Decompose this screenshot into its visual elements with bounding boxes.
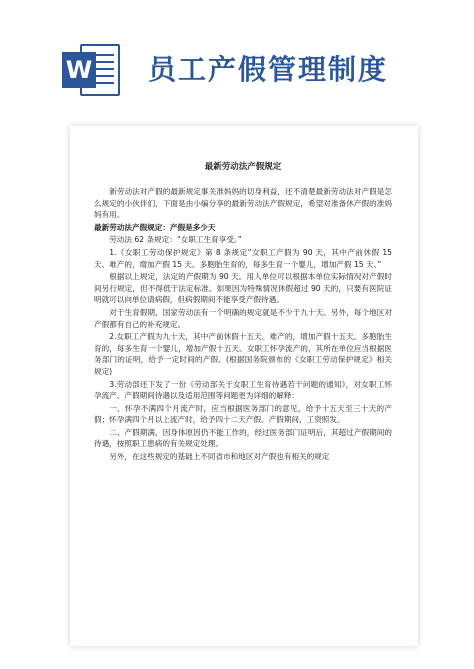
paragraph: 3.劳动部还下发了一份《劳动部关于女职工生育待遇若干问题的通知》，对女职工怀孕流产、产假期间待遇以及适用范围等问题更为详细的解释：	[94, 379, 392, 401]
paragraph: 二、产假期满，因身体原因仍不能工作的，经过医务部门证明后，其超过产假期间的待遇，按照职工患病的有关规定处理。	[94, 427, 392, 449]
document-title: 最新劳动法产假规定	[204, 162, 282, 172]
paragraph: 新劳动法对产假的最新规定事关准妈妈的切身利益，还不清楚最新劳动法对产假是怎么规定的小伙伴们，下面是由小编分享的最新劳动法产假规定，希望对准备休产假的准妈妈有用。	[94, 187, 392, 220]
paragraph: 对于生育假期，国家劳动法有一个明确的规定就是不少于九十天。另外，每个地区对产假都有自己的补充规定。	[94, 307, 392, 329]
paragraph: 1.《女职工劳动保护规定》第 8 条规定“女职工产假为 90 天，其中产前休假 15 天。难产的，增加产假 15 天。多胞胎生育的，每多生育一个婴儿，增加产假 15 天。”	[94, 247, 392, 269]
paragraph: 2.女职工产假为九十天，其中产前休假十五天。难产的，增加产假十五天。多胞胎生育的，每多生育一个婴儿，增加产假十五天。女职工怀孕流产的，其所在单位应当根据医务部门的证明，给予一定时间的产假。(根据国务院颁布的《女职工劳动保护规定》相关规定)	[94, 332, 392, 376]
paragraph: 根据以上规定，法定的产假期为 90 天。用人单位可以根据本单位实际情况对产假时间另行规定，但不得低于法定标准。如果因为特殊情况休假超过 90 天的，只要有医院证明就可以向单位请病假，但病假期间不能享受产假待遇。	[94, 272, 392, 305]
word-doc-icon	[62, 40, 124, 100]
page-title: 员工产假管理制度	[148, 53, 389, 86]
paragraph: 劳动法 62 条规定：“女职工生育享受。”	[109, 235, 242, 245]
section-heading: 最新劳动法产假规定：产假是多少天	[94, 222, 216, 232]
paragraph: 另外，在这些规定的基础上不同省市和地区对产假也有相关的规定	[109, 452, 330, 462]
document-body	[94, 186, 392, 463]
document-page	[70, 126, 418, 646]
word-letter-badge: W	[62, 52, 96, 88]
paragraph: 一、怀孕不满四个月流产时，应当根据医务部门的意见，给予十五天至三十天的产假；怀孕满四个月以上流产时，给予四十二天产假。产假期间，工资照发。	[94, 403, 392, 425]
header	[0, 0, 474, 118]
